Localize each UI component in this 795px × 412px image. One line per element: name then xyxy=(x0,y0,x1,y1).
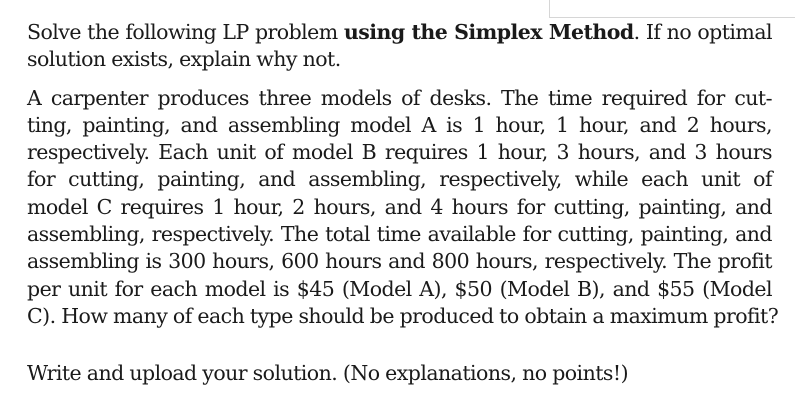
problem-line: per unit for each model is $45 (Model A), $50 (Model B), and $55 (Model xyxy=(27,276,772,301)
problem-line: A carpenter produces three models of desks. The time required for cut- xyxy=(27,85,772,110)
instructions-paragraph xyxy=(27,19,772,74)
problem-line: assembling, respectively. The total time available for cutting, painting, and xyxy=(27,222,772,247)
question-content xyxy=(27,19,779,388)
instructions-line-1: Solve the following LP problem using the Simplex Method. If no optimal xyxy=(27,20,773,44)
method-emphasis: using the Simplex Method xyxy=(343,20,634,44)
instructions-line-2: solution exists, explain why not. xyxy=(27,47,341,72)
problem-line: ting, painting, and assembling model A is 1 hour, 1 hour, and 2 hours, xyxy=(27,112,772,137)
submission-note: Write and upload your solution. (No explanations, no points!) xyxy=(27,361,629,386)
problem-paragraph xyxy=(27,85,779,331)
problem-line: respectively. Each unit of model B requires 1 hour, 3 hours, and 3 hours xyxy=(27,140,772,165)
problem-line: model C requires 1 hour, 2 hours, and 4 hours for cutting, painting, and xyxy=(27,194,772,219)
problem-line: C). How many of each type should be produced to obtain a maximum profit? xyxy=(27,303,779,328)
top-panel-edge xyxy=(549,0,795,18)
problem-line: assembling is 300 hours, 600 hours and 800 hours, respectively. The profit xyxy=(27,249,772,274)
problem-line: for cutting, painting, and assembling, respectively, while each unit of xyxy=(27,167,772,192)
